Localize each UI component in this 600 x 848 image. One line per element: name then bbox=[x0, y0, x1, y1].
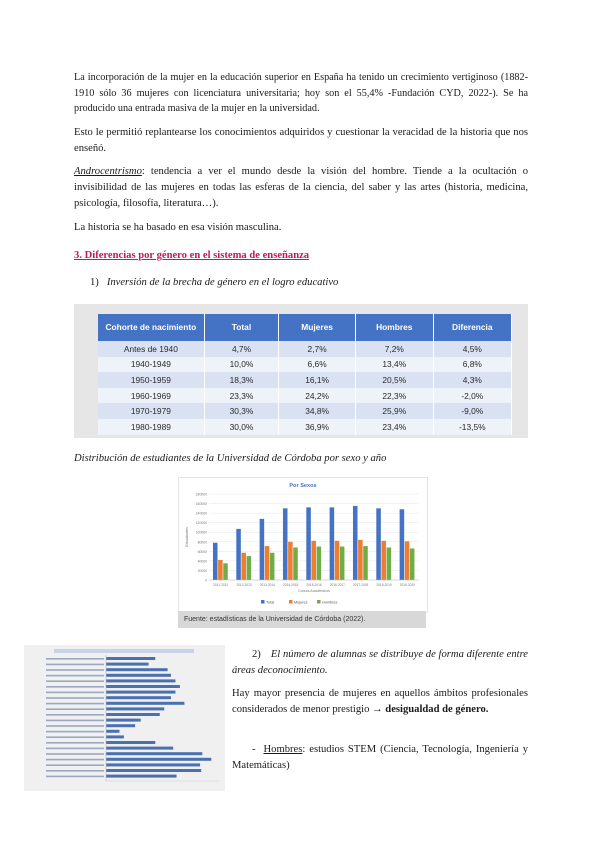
y-tick-label: 40000 bbox=[197, 559, 207, 564]
table-cell: 2,7% bbox=[279, 341, 356, 357]
areas-bar bbox=[106, 719, 141, 722]
bar-hombres bbox=[340, 547, 345, 580]
bar-mujeres bbox=[311, 541, 316, 580]
table-cell: -13,5% bbox=[433, 419, 511, 435]
y-axis-label: Estudiantes bbox=[185, 527, 189, 547]
legend-label: Mujeres bbox=[294, 600, 308, 605]
areas-bar-label bbox=[46, 753, 104, 755]
arrow-icon: → bbox=[372, 704, 383, 715]
table-cell: 30,0% bbox=[204, 419, 278, 435]
prestigio-paragraph bbox=[232, 686, 528, 718]
table-cell: 34,8% bbox=[279, 403, 356, 419]
table-header-cell: Total bbox=[204, 314, 278, 341]
table-cell: 13,4% bbox=[355, 357, 433, 373]
areas-bar bbox=[106, 730, 119, 733]
areas-bar-label bbox=[46, 731, 104, 733]
y-tick-label: 120000 bbox=[195, 521, 207, 526]
areas-knowledge-chart bbox=[24, 645, 225, 791]
areas-bar-label bbox=[46, 770, 104, 772]
table-cell: 30,3% bbox=[204, 403, 278, 419]
hombres-paragraph bbox=[232, 742, 528, 774]
areas-bar bbox=[106, 668, 168, 671]
bar-hombres bbox=[387, 548, 392, 580]
bar-hombres bbox=[363, 546, 368, 580]
subsection-title bbox=[90, 277, 338, 288]
y-tick-label: 60000 bbox=[197, 549, 207, 554]
table-cell: 7,2% bbox=[355, 341, 433, 357]
areas-bar-label bbox=[46, 658, 104, 660]
table-row bbox=[98, 357, 512, 373]
table-cell: 1980-1989 bbox=[98, 419, 204, 435]
bar-hombres bbox=[293, 548, 298, 580]
hombres-label: Hombres bbox=[263, 744, 303, 755]
bar-hombres bbox=[270, 553, 275, 580]
table-cell: -2,0% bbox=[433, 388, 511, 404]
areas-bar-label bbox=[46, 680, 104, 682]
x-tick-label: 2017-2018 bbox=[353, 583, 369, 587]
table-row bbox=[98, 403, 512, 419]
dash-bullet: - bbox=[252, 744, 256, 755]
historia-paragraph: La historia se ha basado en esa visión masculina. bbox=[74, 222, 282, 233]
bar-mujeres bbox=[241, 553, 246, 580]
areas-bar-label bbox=[46, 720, 104, 722]
table-cell: 20,5% bbox=[355, 372, 433, 388]
areas-bar bbox=[106, 679, 175, 682]
androcentrismo-paragraph bbox=[74, 164, 528, 212]
areas-bar bbox=[106, 685, 180, 688]
table-row bbox=[98, 419, 512, 435]
bar-mujeres bbox=[405, 541, 410, 580]
x-tick-label: 2019-2020 bbox=[399, 583, 415, 587]
bar-hombres bbox=[317, 547, 322, 580]
bar-total bbox=[353, 506, 358, 580]
table-cell: 1940-1949 bbox=[98, 357, 204, 373]
bar-hombres bbox=[247, 556, 252, 580]
students-by-sex-chart bbox=[178, 477, 428, 613]
x-tick-label: 2018-2019 bbox=[376, 583, 392, 587]
areas-bar-label bbox=[46, 748, 104, 750]
bar-mujeres bbox=[381, 541, 386, 580]
legend-swatch bbox=[289, 600, 293, 604]
x-tick-label: 2013-2014 bbox=[259, 583, 275, 587]
areas-bar bbox=[106, 747, 173, 750]
areas-bar bbox=[106, 769, 201, 772]
areas-bar-label bbox=[46, 725, 104, 727]
areas-bar bbox=[106, 696, 171, 699]
table-cell: 1950-1959 bbox=[98, 372, 204, 388]
table-cell: 4,3% bbox=[433, 372, 511, 388]
item-2-number: 2) bbox=[252, 649, 261, 660]
areas-bar bbox=[106, 691, 175, 694]
areas-bar-label bbox=[46, 669, 104, 671]
table-cell: 1960-1969 bbox=[98, 388, 204, 404]
areas-bar bbox=[106, 741, 155, 744]
bar-total bbox=[213, 543, 218, 580]
y-tick-label: 80000 bbox=[197, 540, 207, 545]
areas-bar bbox=[106, 735, 124, 738]
areas-bar bbox=[106, 702, 184, 705]
bar-total bbox=[260, 519, 265, 580]
desigualdad-bold: desigualdad de género. bbox=[385, 704, 489, 715]
bar-total bbox=[400, 509, 405, 580]
legend-swatch bbox=[261, 600, 265, 604]
y-tick-label: 0 bbox=[205, 578, 207, 583]
areas-bar-label bbox=[46, 703, 104, 705]
table-cell: 10,0% bbox=[204, 357, 278, 373]
gender-gap-table bbox=[98, 314, 512, 435]
replantear-paragraph: Esto le permitió replantearse los conocimientos adquiridos y cuestionar la veracidad de la historia que nos enseñó. bbox=[74, 127, 528, 154]
areas-bar-label bbox=[46, 697, 104, 699]
areas-bar bbox=[106, 663, 149, 666]
areas-bar-label bbox=[46, 675, 104, 677]
bar-total bbox=[306, 507, 311, 580]
areas-bar bbox=[106, 724, 135, 727]
table-cell: 4,7% bbox=[204, 341, 278, 357]
table-cell: 24,2% bbox=[279, 388, 356, 404]
x-tick-label: 2011-2012 bbox=[213, 583, 229, 587]
item-2-text bbox=[232, 647, 528, 679]
hombres-text: : estudios STEM (Ciencia, Tecnología, Ingeniería y Matemáticas) bbox=[232, 744, 528, 771]
areas-bar-label bbox=[46, 692, 104, 694]
table-cell: 23,4% bbox=[355, 419, 433, 435]
androcentrismo-definition: : tendencia a ver el mundo desde la visión del hombre. Tiende a la ocultación o invisibilidad de las mujeres en todas las esferas de la ciencia, del saber y las artes (historia, medicina, psicología, filosofía, literatura…). bbox=[74, 166, 528, 209]
bar-total bbox=[330, 507, 335, 580]
table-row bbox=[98, 341, 512, 357]
table-row bbox=[98, 372, 512, 388]
legend-label: Total bbox=[266, 600, 275, 605]
x-tick-label: 2014-2015 bbox=[283, 583, 299, 587]
table-header-cell: Diferencia bbox=[433, 314, 511, 341]
areas-bar bbox=[106, 758, 211, 761]
table-cell: -9,0% bbox=[433, 403, 511, 419]
prestigio-text: Hay mayor presencia de mujeres en aquellos ámbitos profesionales considerados de menor prestigio bbox=[232, 688, 528, 715]
areas-bar bbox=[106, 775, 177, 778]
areas-chart-title-line bbox=[54, 649, 194, 653]
table-cell: Antes de 1940 bbox=[98, 341, 204, 357]
table-cell: 6,8% bbox=[433, 357, 511, 373]
bar-total bbox=[376, 508, 381, 580]
areas-bar-label bbox=[46, 742, 104, 744]
bar-mujeres bbox=[335, 541, 340, 580]
bar-mujeres bbox=[358, 540, 363, 580]
areas-bar bbox=[106, 763, 200, 766]
intro-paragraph: La incorporación de la mujer en la educación superior en España ha tenido un crecimiento vertiginoso (1882-1910 sólo 36 mujeres con licenciatura universitaria; hoy son el 55,4% -Fundación CYD, 2022-). Se ha producido una entrada masiva de la mujer en la universidad. bbox=[74, 72, 528, 114]
chart-caption: Distribución de estudiantes de la Universidad de Córdoba por sexo y año bbox=[74, 453, 387, 464]
y-tick-label: 180000 bbox=[195, 492, 207, 497]
x-axis-label: Cursos Académicos bbox=[298, 589, 330, 593]
legend-swatch bbox=[317, 600, 321, 604]
table-cell: 36,9% bbox=[279, 419, 356, 435]
areas-bar-label bbox=[46, 764, 104, 766]
areas-bar bbox=[106, 657, 155, 660]
y-tick-label: 100000 bbox=[195, 530, 207, 535]
x-tick-label: 2015-2016 bbox=[306, 583, 322, 587]
bar-hombres bbox=[223, 563, 228, 580]
areas-bar-label bbox=[46, 759, 104, 761]
table-header-cell: Cohorte de nacimiento bbox=[98, 314, 204, 341]
bar-total bbox=[236, 529, 241, 580]
x-tick-label: 2016-2017 bbox=[329, 583, 345, 587]
bar-mujeres bbox=[218, 560, 223, 580]
areas-bar-label bbox=[46, 736, 104, 738]
areas-bar bbox=[106, 752, 202, 755]
androcentrismo-term: Androcentrismo bbox=[74, 166, 142, 177]
bar-mujeres bbox=[265, 546, 270, 580]
table-cell: 25,9% bbox=[355, 403, 433, 419]
subsection-number: 1) bbox=[90, 277, 99, 288]
areas-bar bbox=[106, 713, 160, 716]
areas-knowledge-chart-svg bbox=[24, 645, 225, 791]
item-2-description: El número de alumnas se distribuye de forma diferente entre áreas deconocimiento. bbox=[232, 649, 528, 676]
areas-bar-label bbox=[46, 686, 104, 688]
y-tick-label: 140000 bbox=[195, 511, 207, 516]
subsection-text: Inversión de la brecha de género en el logro educativo bbox=[106, 277, 339, 288]
legend-label: Hombres bbox=[322, 600, 338, 605]
bar-mujeres bbox=[288, 542, 293, 580]
table-header-cell: Mujeres bbox=[279, 314, 356, 341]
section-heading: 3. Diferencias por género en el sistema de enseñanza bbox=[74, 250, 310, 261]
table-header-cell: Hombres bbox=[355, 314, 433, 341]
bar-hombres bbox=[410, 548, 415, 580]
bar-total bbox=[283, 508, 288, 580]
table-cell: 4,5% bbox=[433, 341, 511, 357]
areas-bar bbox=[106, 707, 164, 710]
areas-bar bbox=[106, 674, 171, 677]
table-cell: 23,3% bbox=[204, 388, 278, 404]
y-tick-label: 20000 bbox=[197, 568, 207, 573]
table-header-row bbox=[98, 314, 512, 341]
chart-title: Por Sexos bbox=[289, 483, 317, 489]
chart-source: Fuente: estadísticas de la Universidad de Córdoba (2022). bbox=[178, 611, 426, 628]
table-cell: 1970-1979 bbox=[98, 403, 204, 419]
table-cell: 18,3% bbox=[204, 372, 278, 388]
students-bar-chart-svg bbox=[179, 478, 427, 612]
areas-bar-label bbox=[46, 776, 104, 778]
gender-gap-table-image bbox=[74, 304, 528, 438]
table-cell: 22,3% bbox=[355, 388, 433, 404]
x-tick-label: 2012-2013 bbox=[236, 583, 252, 587]
table-cell: 6,6% bbox=[279, 357, 356, 373]
table-row bbox=[98, 388, 512, 404]
areas-bar-label bbox=[46, 714, 104, 716]
y-tick-label: 160000 bbox=[195, 502, 207, 507]
table-cell: 16,1% bbox=[279, 372, 356, 388]
areas-bar-label bbox=[46, 708, 104, 710]
areas-bar-label bbox=[46, 664, 104, 666]
